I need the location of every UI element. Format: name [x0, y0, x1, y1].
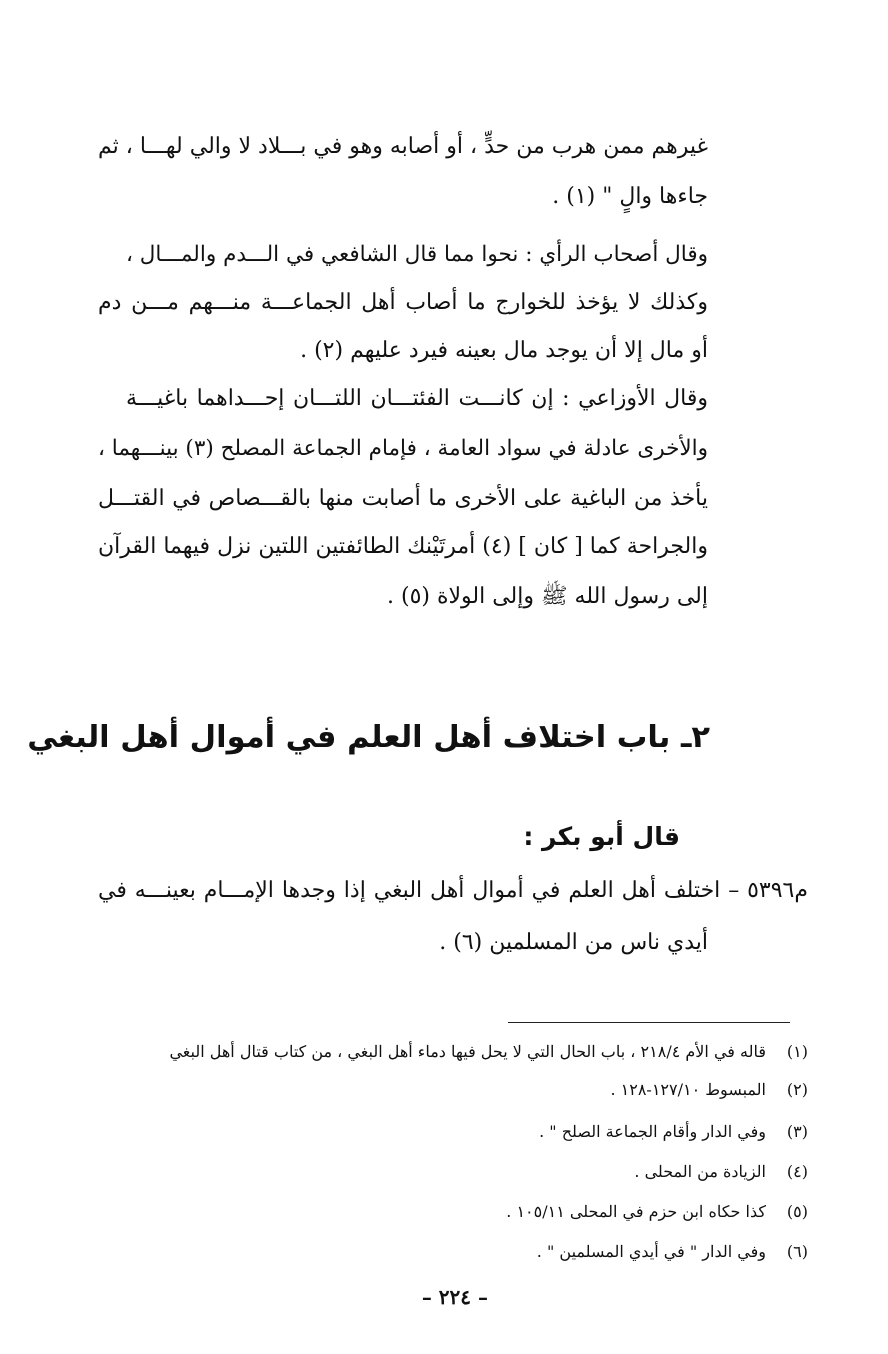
speaker-line: قال أبو بكر : — [523, 822, 680, 851]
footnote-4 — [634, 1160, 808, 1184]
entry-line-1: م٥٣٩٦ – اختلف أهل العلم في أموال أهل البغي إذا وجدها الإمـــام بعينـــه في — [98, 878, 808, 903]
footnote-text: المبسوط ١٢٧/١٠-١٢٨ . — [610, 1080, 766, 1099]
footnote-number: (١) — [786, 1042, 808, 1061]
footnote-number: (٦) — [786, 1242, 808, 1261]
paragraph-2-line-3: أو مال إلا أن يوجد مال بعينه فيرد عليهم (٢) . — [300, 338, 708, 363]
footnote-2 — [610, 1078, 808, 1102]
footnote-text: الزيادة من المحلى . — [634, 1162, 766, 1181]
paragraph-3-line-3: يأخذ من الباغية على الأخرى ما أصابت منها بالقـــصاص في القتـــل — [98, 486, 708, 511]
footnote-text: قاله في الأم ٢١٨/٤ ، باب الحال التي لا يحل فيها دماء أهل البغي ، من كتاب قتال أهل البغي — [169, 1042, 766, 1061]
paragraph-1-line-1: غيرهم ممن هرب من حدٍّ ، أو أصابه وهو في بـــلاد لا والي لهـــا ، ثم — [98, 134, 708, 159]
page-number: – ٢٢٤ – — [421, 1285, 488, 1309]
footnote-separator — [508, 1022, 790, 1023]
paragraph-2-line-2: وكذلك لا يؤخذ للخوارج ما أصاب أهل الجماعـــة منـــهم مـــن دم — [98, 290, 708, 315]
paragraph-3-line-5: إلى رسول الله ﷺ وإلى الولاة (٥) . — [386, 584, 708, 609]
paragraph-2-line-1: وقال أصحاب الرأي : نحوا مما قال الشافعي في الـــدم والمـــال ، — [126, 242, 708, 267]
footnote-5 — [506, 1200, 808, 1224]
footnote-text: كذا حكاه ابن حزم في المحلى ١٠٥/١١ . — [506, 1202, 766, 1221]
footnote-text: وفي الدار وأقام الجماعة الصلح " . — [539, 1122, 766, 1141]
footnote-number: (٣) — [786, 1122, 808, 1141]
entry-line-2: أيدي ناس من المسلمين (٦) . — [439, 930, 708, 955]
footnote-text: وفي الدار " في أيدي المسلمين " . — [536, 1242, 766, 1261]
footnote-6 — [537, 1240, 808, 1264]
paragraph-1-line-2: جاءها والٍ " (١) . — [552, 184, 708, 209]
paragraph-3-line-2: والأخرى عادلة في سواد العامة ، فإمام الجماعة المصلح (٣) بينـــهما ، — [98, 436, 708, 461]
footnote-number: (٢) — [786, 1080, 808, 1099]
footnote-3 — [539, 1120, 808, 1144]
footnote-number: (٥) — [786, 1202, 808, 1221]
footnote-1 — [169, 1040, 808, 1064]
footnote-number: (٤) — [786, 1162, 808, 1181]
section-heading: ٢ـ باب اختلاف أهل العلم في أموال أهل البغي — [27, 720, 710, 755]
paragraph-3-line-4: والجراحة كما [ كان ] (٤) أمرتَيْنك الطائفتين اللتين نزل فيهما القرآن — [98, 534, 708, 559]
paragraph-3-line-1: وقال الأوزاعي : إن كانـــت الفئتـــان اللتـــان إحـــداهما باغيـــة — [126, 386, 708, 411]
